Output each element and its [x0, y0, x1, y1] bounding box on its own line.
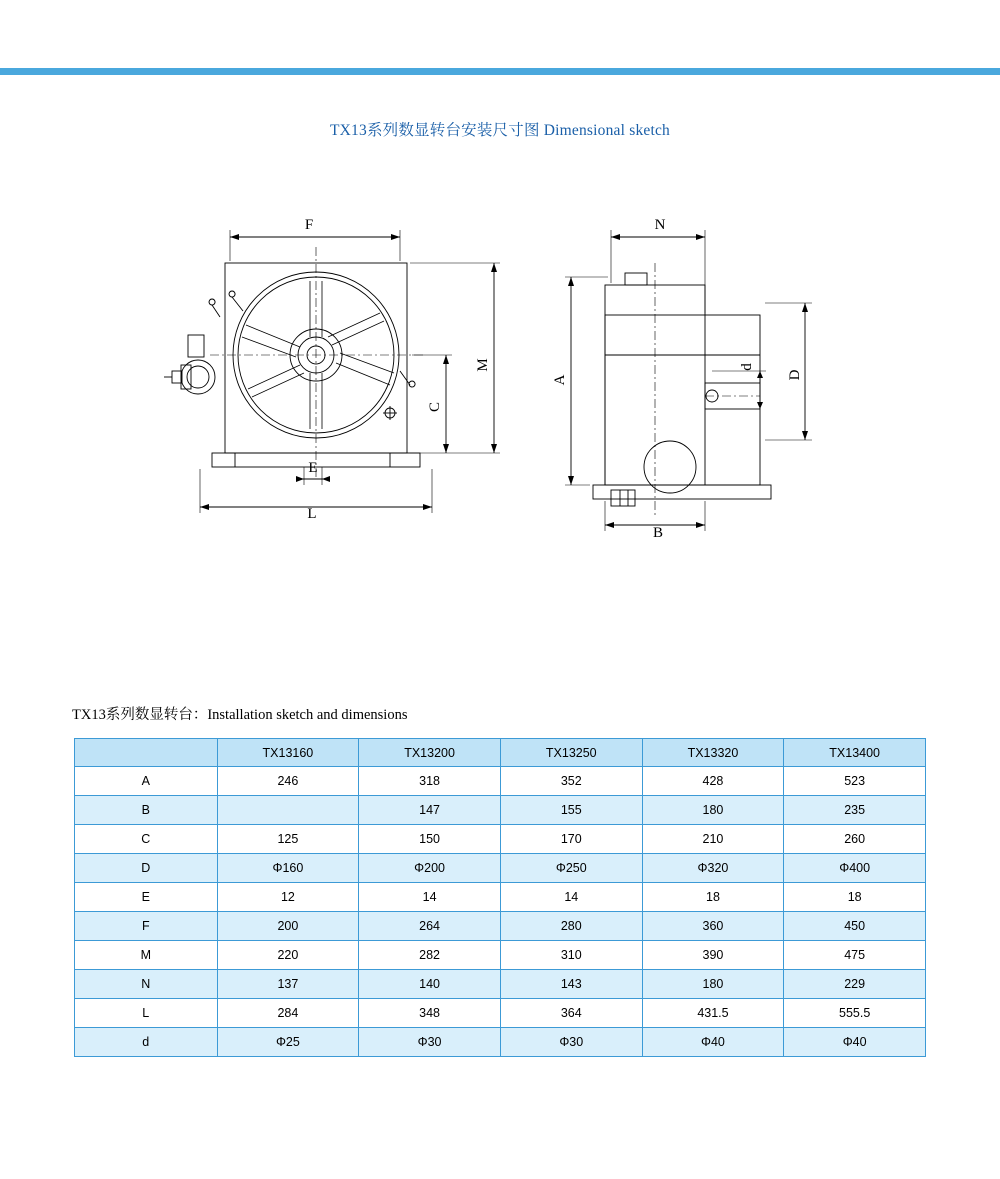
row-label: B [75, 796, 218, 825]
dim-label-M: M [475, 358, 491, 372]
cell-value: Φ30 [359, 1028, 501, 1057]
cell-value: 147 [359, 796, 501, 825]
cell-value: 143 [500, 970, 642, 999]
cell-value: 150 [359, 825, 501, 854]
cell-value: 280 [500, 912, 642, 941]
table-header-tx13250: TX13250 [500, 739, 642, 767]
row-label: N [75, 970, 218, 999]
cell-value: 352 [500, 767, 642, 796]
cell-value: Φ25 [217, 1028, 359, 1057]
cell-value: 348 [359, 999, 501, 1028]
table-row [75, 999, 926, 1028]
cell-value: 14 [500, 883, 642, 912]
cell-value: 180 [642, 970, 784, 999]
cell-value: 431.5 [642, 999, 784, 1028]
table-header-blank [75, 739, 218, 767]
cell-value: 260 [784, 825, 926, 854]
cell-value: 220 [217, 941, 359, 970]
table-row [75, 767, 926, 796]
cell-value: 125 [217, 825, 359, 854]
cell-value: 282 [359, 941, 501, 970]
dim-label-B: B [652, 525, 664, 541]
cell-value: 140 [359, 970, 501, 999]
dim-label-E: E [308, 460, 318, 476]
dimensional-sketch-drawing [60, 185, 940, 605]
cell-value: 229 [784, 970, 926, 999]
cell-value: Φ40 [642, 1028, 784, 1057]
cell-value: 18 [642, 883, 784, 912]
cell-value: 246 [217, 767, 359, 796]
table-row [75, 1028, 926, 1057]
page-title: TX13系列数显转台安装尺寸图 Dimensional sketch [329, 122, 671, 139]
dim-label-L: L [307, 506, 317, 522]
table-header-tx13320: TX13320 [642, 739, 784, 767]
row-label: d [75, 1028, 218, 1057]
dim-label-F: F [304, 217, 314, 233]
cell-value: 364 [500, 999, 642, 1028]
cell-value: 428 [642, 767, 784, 796]
table-header-tx13200: TX13200 [359, 739, 501, 767]
cell-value: 310 [500, 941, 642, 970]
cell-value: 555.5 [784, 999, 926, 1028]
cell-value: 475 [784, 941, 926, 970]
dim-label-A: A [552, 374, 568, 386]
table-header-tx13400: TX13400 [784, 739, 926, 767]
cell-value: 14 [359, 883, 501, 912]
cell-value: 235 [784, 796, 926, 825]
row-label: E [75, 883, 218, 912]
table-header-tx13160: TX13160 [217, 739, 359, 767]
row-label: D [75, 854, 218, 883]
dim-label-d: d [739, 363, 755, 371]
cell-value: 200 [217, 912, 359, 941]
cell-value: 360 [642, 912, 784, 941]
table-row [75, 912, 926, 941]
cell-value: Φ200 [359, 854, 501, 883]
dimensions-table [74, 738, 926, 1057]
cell-value: Φ40 [784, 1028, 926, 1057]
cell-value: 523 [784, 767, 926, 796]
dim-label-C: C [427, 401, 443, 413]
cell-value [217, 796, 359, 825]
cell-value: 137 [217, 970, 359, 999]
row-label: M [75, 941, 218, 970]
cell-value: 450 [784, 912, 926, 941]
row-label: C [75, 825, 218, 854]
cell-value: 180 [642, 796, 784, 825]
cell-value: Φ30 [500, 1028, 642, 1057]
dim-label-N: N [654, 217, 666, 233]
header-accent-bar [0, 68, 1000, 75]
cell-value: 12 [217, 883, 359, 912]
row-label: F [75, 912, 218, 941]
table-row [75, 825, 926, 854]
cell-value: Φ160 [217, 854, 359, 883]
dim-label-D: D [787, 369, 803, 381]
cell-value: 264 [359, 912, 501, 941]
table-header-row [75, 739, 926, 767]
table-row [75, 970, 926, 999]
cell-value: Φ250 [500, 854, 642, 883]
cell-value: 170 [500, 825, 642, 854]
table-row [75, 883, 926, 912]
cell-value: Φ400 [784, 854, 926, 883]
cell-value: 210 [642, 825, 784, 854]
table-row [75, 796, 926, 825]
cell-value: 318 [359, 767, 501, 796]
row-label: L [75, 999, 218, 1028]
cell-value: 155 [500, 796, 642, 825]
cell-value: Φ320 [642, 854, 784, 883]
cell-value: 390 [642, 941, 784, 970]
section-caption: TX13系列数显转台：Installation sketch and dimensions [72, 707, 408, 723]
row-label: A [75, 767, 218, 796]
cell-value: 284 [217, 999, 359, 1028]
cell-value: 18 [784, 883, 926, 912]
table-row [75, 854, 926, 883]
table-row [75, 941, 926, 970]
